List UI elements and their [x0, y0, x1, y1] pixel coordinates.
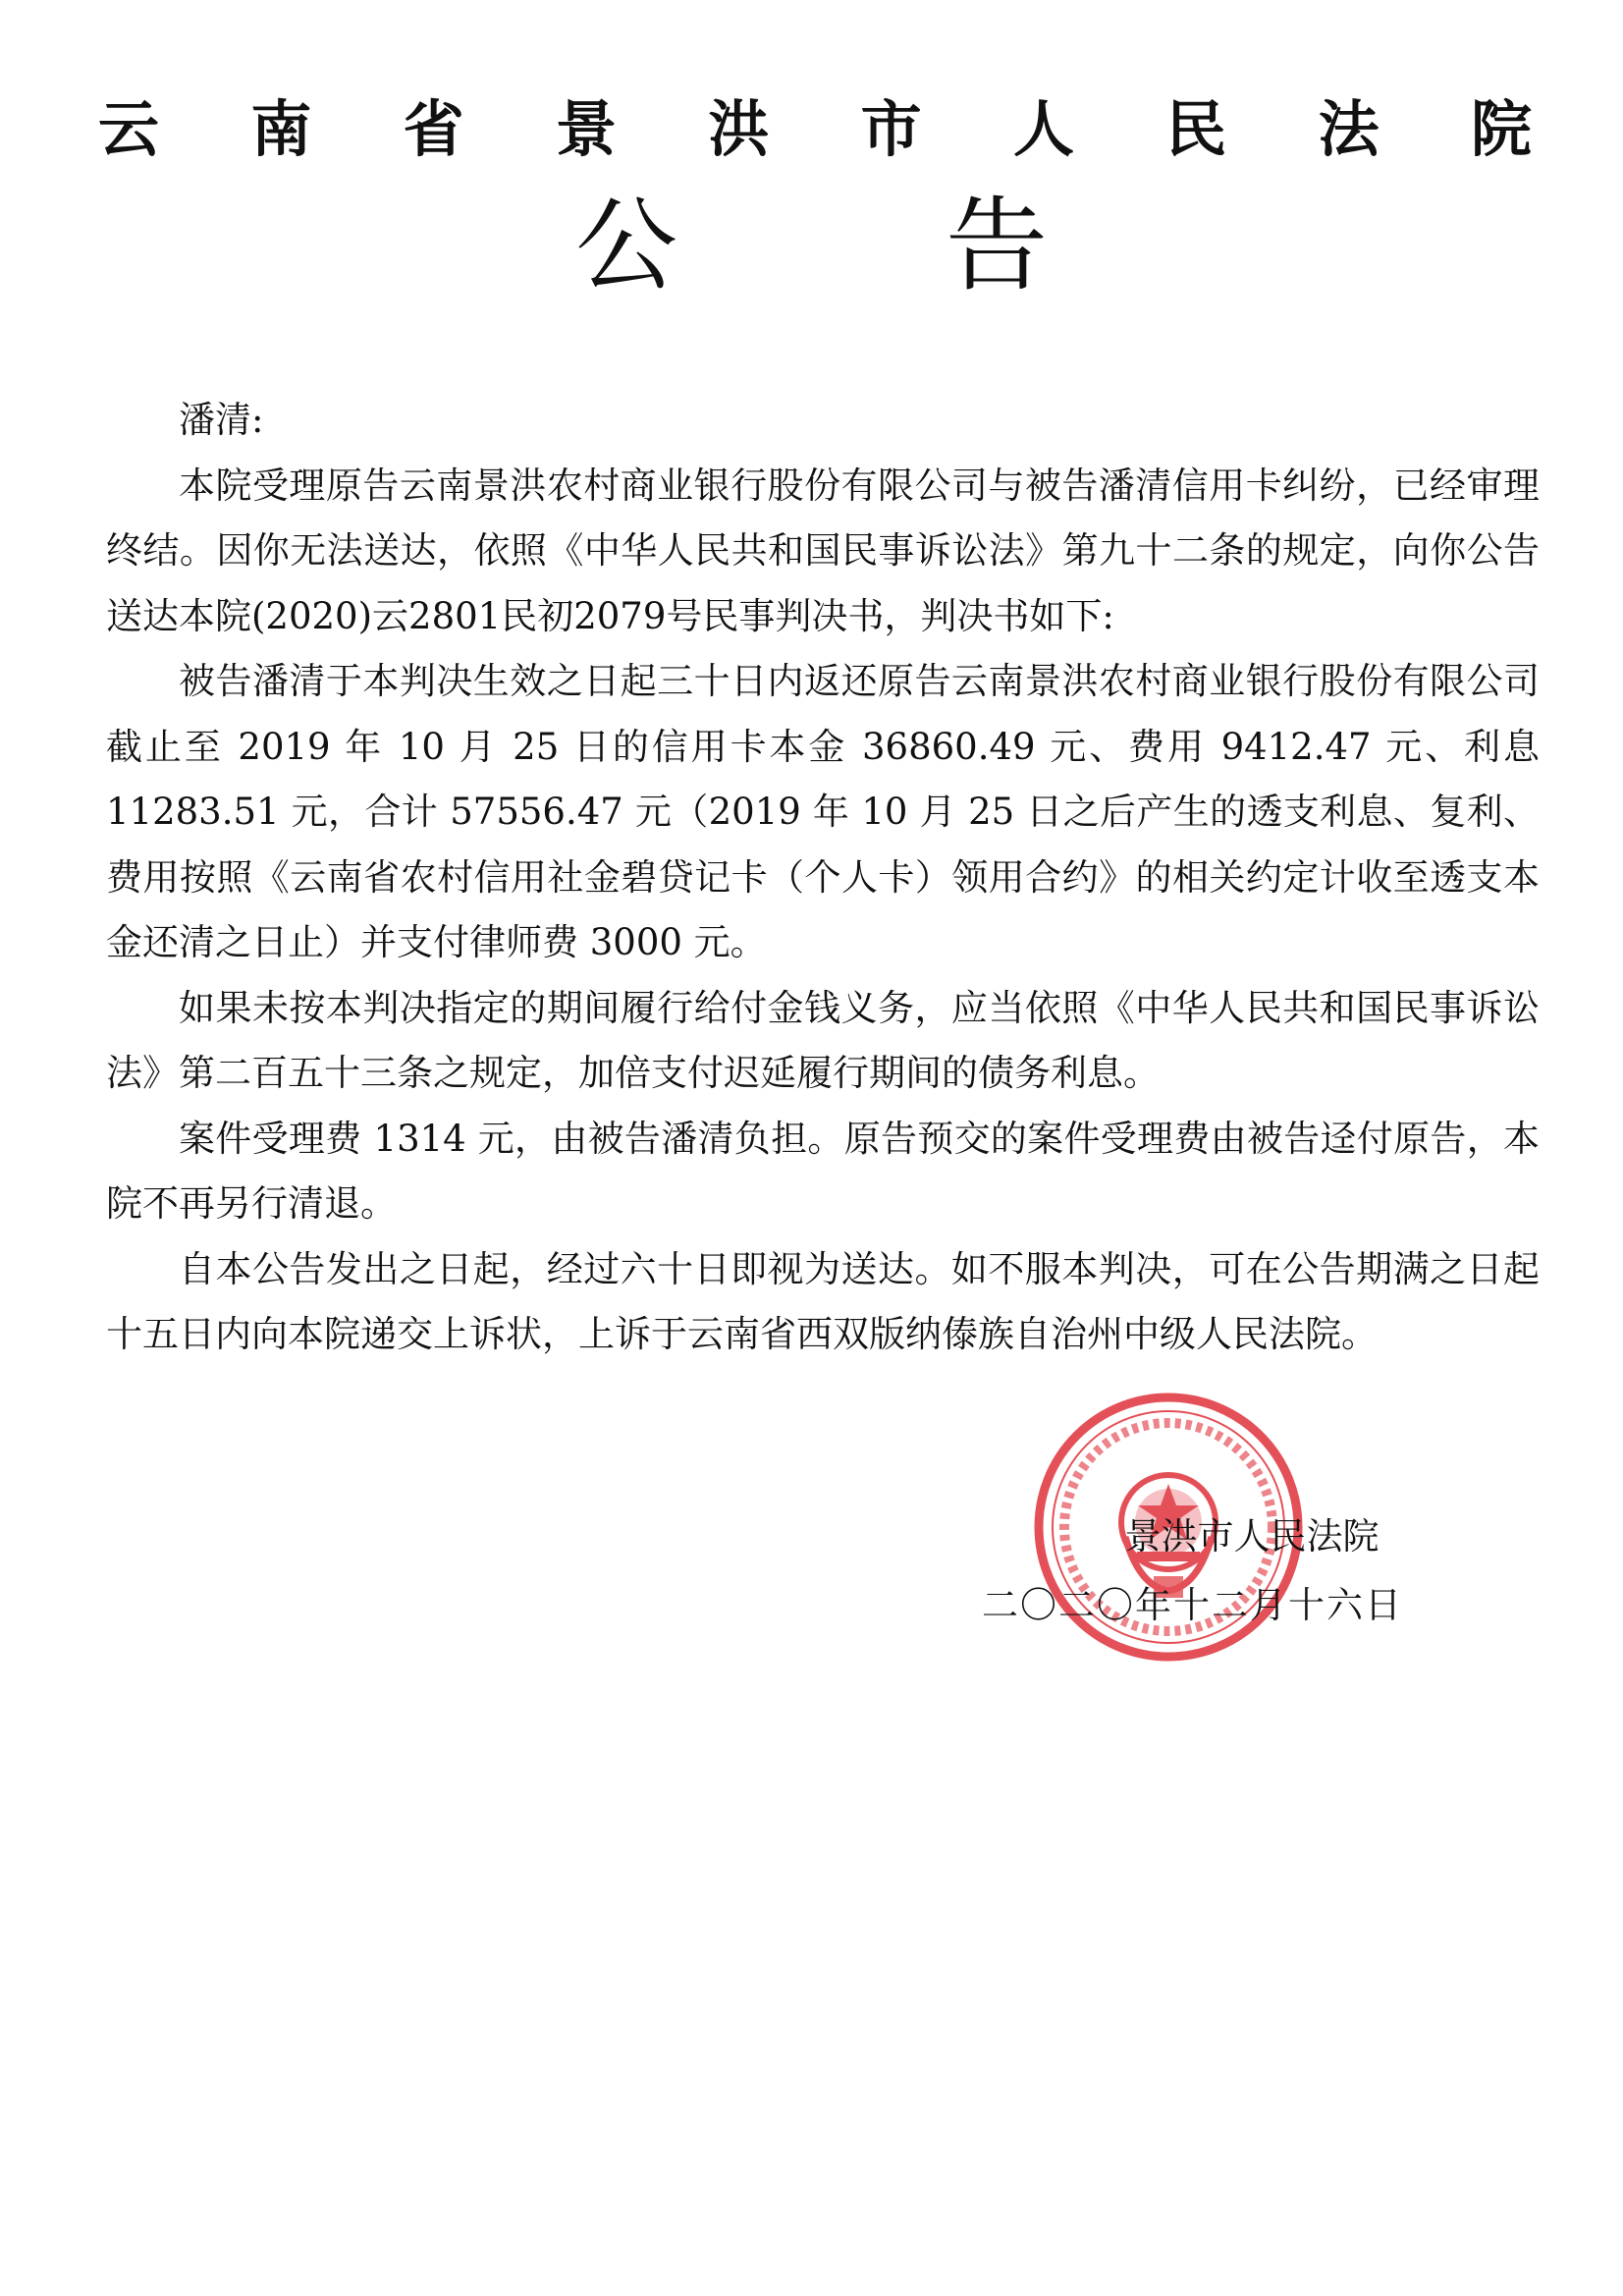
signature-block [982, 1503, 1434, 1640]
court-name-char: 南 [250, 93, 312, 165]
paragraph-judgment: 被告潘清于本判决生效之日起三十日内返还原告云南景洪农村商业银行股份有限公司截止至 2019 年 10 月 25 日的信用卡本金 36860.49 元、费用 9412.47 元、利息 11283.51 元，合计 57556.47 元（2019 年 10 月 25 日之后产生的透支利息、复利、费用按照《云南省农村信用社金碧贷记卡（个人卡）领用合约》的相关约定计收至透支本金还清之日止）并支付律师费 3000 元。 [106, 660, 1540, 963]
court-name-char: 市 [860, 93, 922, 165]
court-name-heading [98, 90, 1532, 169]
court-name-char: 洪 [708, 93, 770, 165]
paragraph-default-interest: 如果未按本判决指定的期间履行给付金钱义务，应当依照《中华人民共和国民事诉讼法》第二百五十三条之规定，加倍支付迟延履行期间的债务利息。 [106, 986, 1540, 1094]
court-name-char: 省 [403, 93, 464, 165]
court-name-char: 景 [555, 93, 617, 165]
court-name-char: 人 [1012, 93, 1074, 165]
notice-body [106, 388, 1540, 1368]
court-name-char: 民 [1165, 93, 1227, 165]
salutation: 潘清: [179, 399, 264, 441]
signature-court: 景洪市人民法院 [1124, 1515, 1380, 1558]
court-name-char: 法 [1318, 93, 1380, 165]
court-name-char: 云 [98, 93, 160, 165]
paragraph-case-fee: 案件受理费 1314 元，由被告潘清负担。原告预交的案件受理费由被告迳付原告，本院不再另行清退。 [106, 1117, 1540, 1225]
court-name-char: 院 [1470, 93, 1532, 165]
signature-date: 二〇二〇年十二月十六日 [982, 1584, 1403, 1626]
paragraph-service-appeal: 自本公告发出之日起，经过六十日即视为送达。如不服本判决，可在公告期满之日起十五日内向本院递交上诉状，上诉于云南省西双版纳傣族自治州中级人民法院。 [106, 1247, 1540, 1355]
paragraph-acceptance: 本院受理原告云南景洪农村商业银行股份有限公司与被告潘清信用卡纠纷，已经审理终结。因你无法送达，依照《中华人民共和国民事诉讼法》第九十二条的规定，向你公告送达本院(2020)云2801民初2079号民事判决书，判决书如下: [106, 464, 1540, 637]
notice-title: 公 告 [574, 186, 1166, 305]
